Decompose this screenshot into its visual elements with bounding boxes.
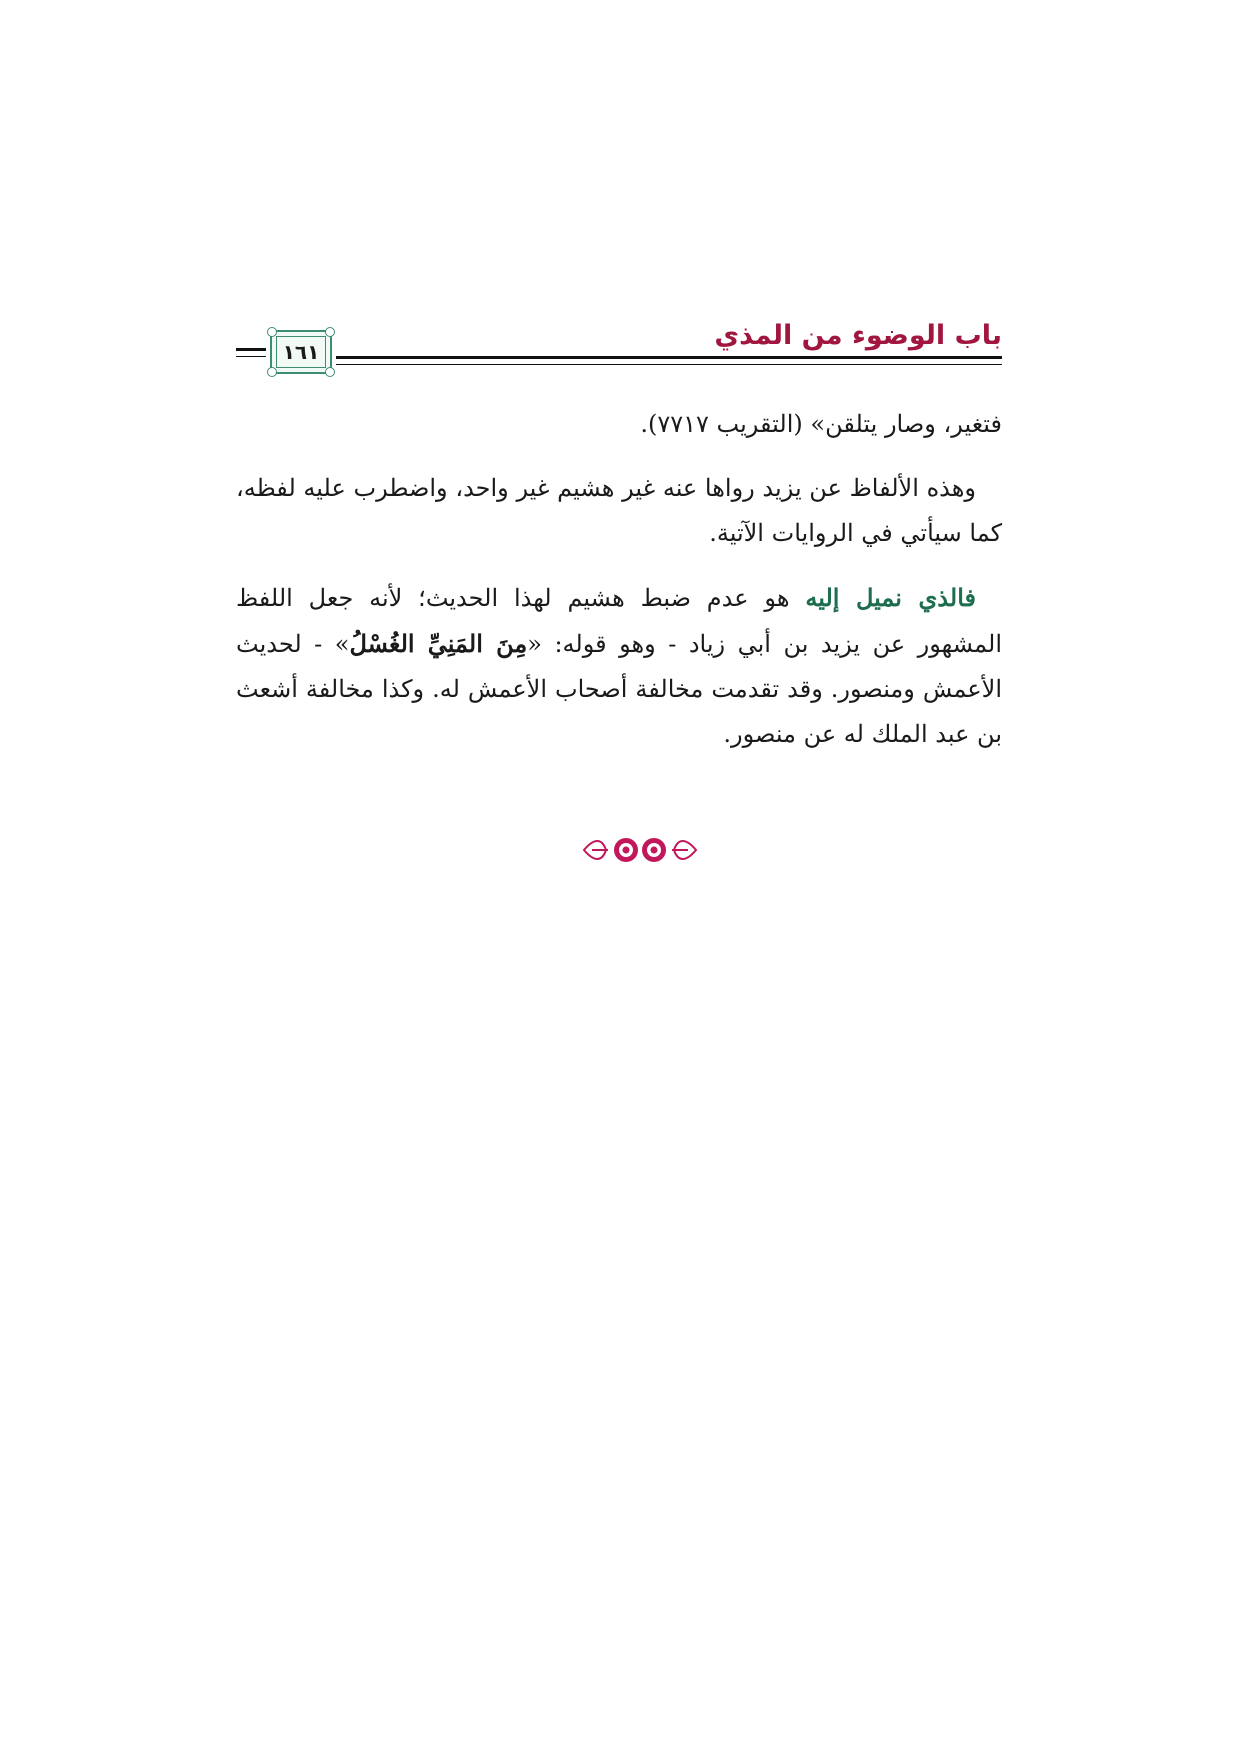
frame-corner-ornament	[325, 367, 335, 377]
page-number-inner	[276, 336, 326, 368]
frame-corner-ornament	[325, 327, 335, 337]
page-number-frame	[270, 330, 332, 374]
emphasis-lead: فالذي نميل إليه	[805, 583, 976, 612]
paragraph-continuation: فتغير، وصار يتلقن» (التقريب ٧٧١٧).	[640, 410, 1002, 438]
conclusion-text-part1: هو عدم ضبط هشيم لهذا الحديث؛ لأنه جعل اللفظ المشهور عن يزيد بن أبي زياد - وهو قوله: «	[236, 584, 1002, 658]
chapter-title: باب الوضوء من المذي	[714, 320, 1002, 351]
header-rule-right-top	[336, 356, 1002, 359]
paragraph-variants: وهذه الألفاظ عن يزيد رواها عنه غير هشيم غير واحد، واضطرب عليه لفظه، كما سيأتي في الروايات الآتية.	[236, 474, 1002, 547]
section-end-ornament-icon	[580, 828, 700, 872]
header-rule-right-bottom	[336, 364, 1002, 365]
paragraph-conclusion	[236, 575, 1002, 757]
main-text	[236, 402, 1002, 776]
conclusion-text-part2: » - لحديث الأعمش ومنصور. وقد تقدمت مخالفة أصحاب الأعمش له. وكذا مخالفة أشعث بن عبد الملك له عن منصور.	[236, 630, 1002, 748]
page-header	[236, 318, 1002, 378]
frame-corner-ornament	[267, 367, 277, 377]
header-rule-left-top	[236, 348, 266, 351]
page-number: ١٦١	[282, 340, 320, 364]
header-rule-left-bottom	[236, 356, 266, 357]
hadith-quote: مِنَ المَنِيِّ الغُسْلُ	[349, 629, 528, 658]
